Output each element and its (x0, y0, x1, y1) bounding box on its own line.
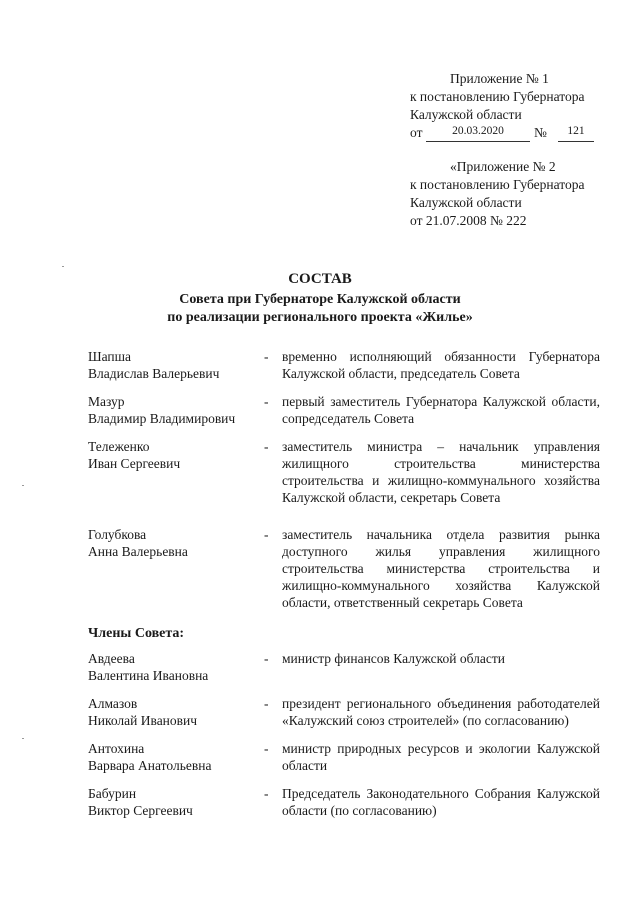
appendix-2-title: «Приложение № 2 (450, 159, 556, 174)
member-given-names: Варвара Анатольевна (88, 758, 212, 773)
member-given-names: Иван Сергеевич (88, 456, 181, 471)
member-surname: Алмазов (88, 696, 138, 711)
member-row (88, 650, 602, 684)
member-surname: Авдеева (88, 651, 135, 666)
member-row (88, 785, 602, 819)
member-row (88, 438, 602, 506)
scan-speck (62, 266, 64, 267)
title-line-2: Совета при Губернаторе Калужской области (179, 292, 461, 307)
member-given-names: Владислав Валерьевич (88, 366, 220, 381)
member-row (88, 348, 602, 382)
title-line-1: СОСТАВ (288, 271, 352, 287)
member-dash: - (264, 527, 269, 542)
member-surname: Шапша (88, 349, 132, 364)
member-surname: Мазур (88, 394, 125, 409)
member-name (88, 650, 264, 684)
member-dash: - (264, 786, 269, 801)
appendix-1-block (410, 70, 630, 142)
decree-date: 20.03.2020 (426, 124, 530, 142)
member-name (88, 438, 264, 506)
member-surname: Бабурин (88, 786, 137, 801)
members-list (88, 650, 602, 819)
member-role: Председатель Законодательного Собрания Калужской области (по согласованию) (282, 786, 600, 818)
member-surname: Голубкова (88, 527, 147, 542)
member-given-names: Валентина Ивановна (88, 668, 209, 683)
member-dash: - (264, 394, 269, 409)
member-name (88, 526, 264, 611)
member-row (88, 526, 602, 611)
member-surname: Антохина (88, 741, 145, 756)
appendix-2-block (410, 158, 630, 230)
member-dash: - (264, 741, 269, 756)
member-role: заместитель министра – начальник управления жилищного строительства министерства строительства и жилищно-коммунального хозяйства Калужской области, секретарь Совета (282, 439, 600, 505)
member-role: президент регионального объединения работодателей «Калужский союз строителей» (по согласованию) (282, 696, 600, 728)
leaders-list (88, 348, 602, 611)
appendix-1-line3: Калужской области (410, 107, 522, 122)
member-dash: - (264, 439, 269, 454)
members-heading: Члены Совета: (88, 626, 185, 641)
member-given-names: Анна Валерьевна (88, 544, 188, 559)
member-role: министр природных ресурсов и экологии Калужской области (282, 741, 600, 773)
appendix-1-line2: к постановлению Губернатора (410, 89, 585, 104)
appendix-2-line4: от 21.07.2008 № 222 (410, 213, 527, 228)
scan-speck (22, 738, 24, 739)
member-dash: - (264, 696, 269, 711)
member-given-names: Николай Иванович (88, 713, 198, 728)
decree-number: 121 (558, 124, 594, 142)
member-role: временно исполняющий обязанности Губернатора Калужской области, председатель Совета (282, 349, 600, 381)
member-row (88, 695, 602, 729)
member-row (88, 740, 602, 774)
member-role: министр финансов Калужской области (282, 651, 505, 666)
member-name (88, 740, 264, 774)
member-given-names: Владимир Владимирович (88, 411, 236, 426)
council-list (88, 348, 602, 819)
number-sign: № (534, 125, 547, 140)
appendix-1-date-line (410, 124, 630, 142)
title-line-3: по реализации регионального проекта «Жилье» (167, 310, 473, 325)
member-name (88, 785, 264, 819)
member-dash: - (264, 349, 269, 364)
document-title (0, 270, 640, 327)
ot-label: от (410, 125, 423, 140)
scan-speck (22, 485, 24, 486)
member-name (88, 393, 264, 427)
member-name (88, 348, 264, 382)
member-given-names: Виктор Сергеевич (88, 803, 193, 818)
appendix-2-line3: Калужской области (410, 195, 522, 210)
member-surname: Тележенко (88, 439, 150, 454)
appendix-1-title: Приложение № 1 (450, 71, 549, 86)
appendix-2-line2: к постановлению Губернатора (410, 177, 585, 192)
member-row (88, 393, 602, 427)
member-role: заместитель начальника отдела развития рынка доступного жилья управления жилищного строительства министерства строительства и жилищно-коммунального хозяйства Калужской области, ответственный секретарь Совета (282, 527, 600, 610)
member-name (88, 695, 264, 729)
member-role: первый заместитель Губернатора Калужской области, сопредседатель Совета (282, 394, 600, 426)
member-dash: - (264, 651, 269, 666)
